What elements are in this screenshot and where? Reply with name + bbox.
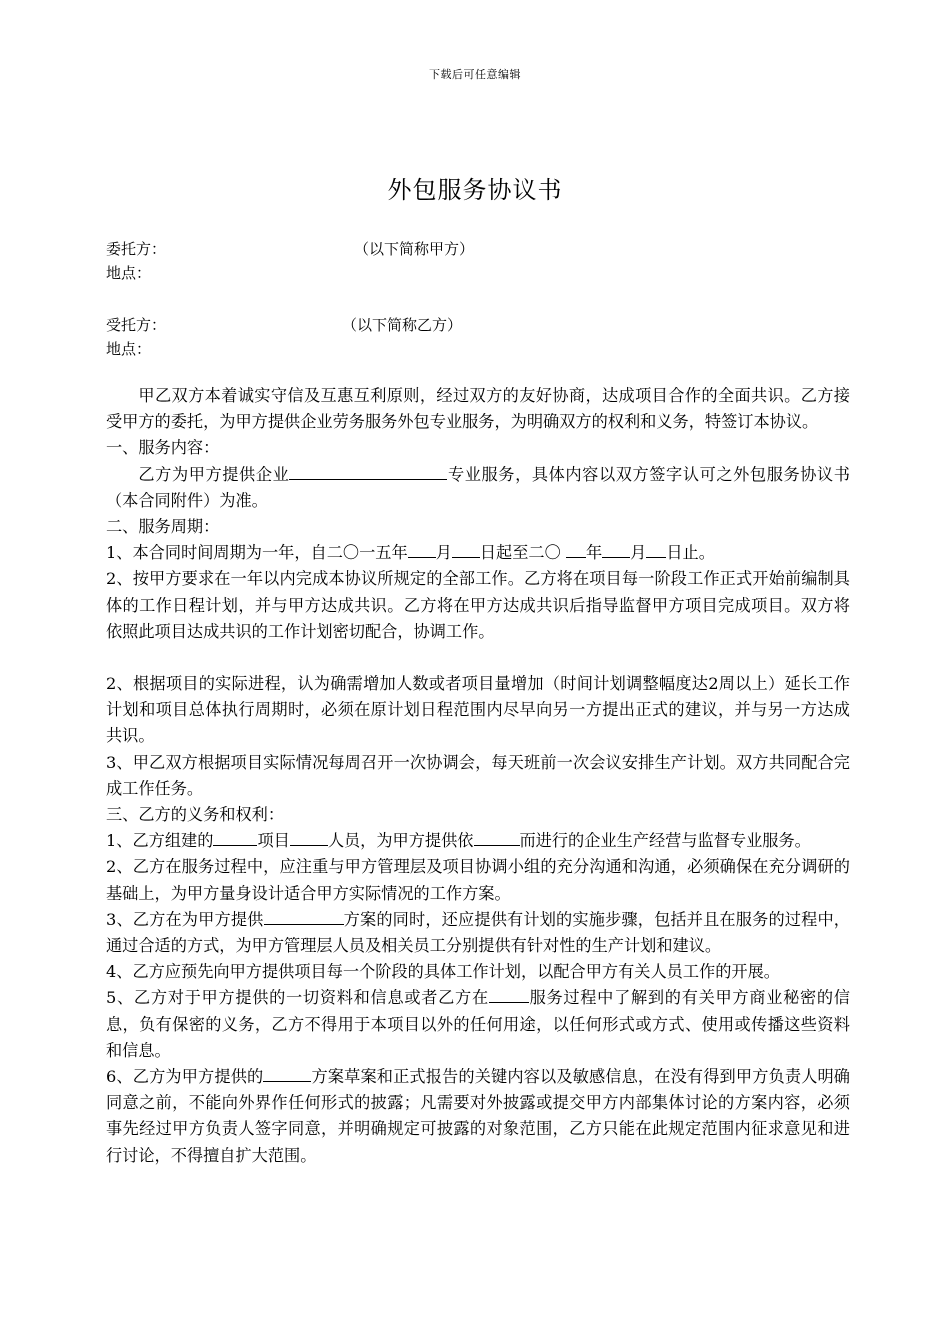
text-run: 项目 — [257, 831, 290, 851]
intro-paragraph: 甲乙双方本着诚实守信及互惠互利原则，经过双方的友好协商，达成项目合作的全面共识。乙方接受甲方的委托，为甲方提供企业劳务服务外包专业服务，为明确双方的权利和义务，特签订本协议。 — [106, 386, 850, 432]
section-2-item-2: 2、按甲方要求在一年以内完成本协议所规定的全部工作。乙方将在项目每一阶段工作正式开始前编制具体的工作日程计划，并与甲方达成共识。乙方将在甲方达成共识后指导监督甲方项目完成项目。双方将依照此项目达成共识的工作计划密切配合，协调工作。 — [106, 569, 850, 641]
text-run: 5、乙方对于甲方提供的一切资料和信息或者乙方在 — [106, 988, 489, 1008]
document-title: 外包服务协议书 — [387, 176, 563, 204]
text-run: 而进行的企业生产经营与监督专业服务。 — [519, 831, 811, 851]
text-run: 月 — [630, 543, 647, 563]
party-b-label: 受托方： — [106, 316, 167, 334]
fill-blank — [489, 985, 529, 1003]
text-run: 1、本合同时间周期为一年，自二〇一五年 — [106, 543, 408, 563]
text-run: 月 — [435, 543, 452, 563]
party-a-address-label: 地点： — [106, 264, 152, 282]
fill-blank — [263, 1064, 311, 1082]
text-run: 3、乙方在为甲方提供 — [106, 909, 264, 929]
section-3-item-2: 2、乙方在服务过程中，应注重与甲方管理层及项目协调小组的充分沟通和沟通，必须确保在充分调研的基础上，为甲方量身设计适合甲方实际情况的工作方案。 — [106, 857, 850, 903]
party-a-note: （以下简称甲方） — [354, 240, 475, 258]
section-2-item-1 — [106, 540, 850, 566]
section-3-item-4: 4、乙方应预先向甲方提供项目每一个阶段的具体工作计划，以配合甲方有关人员工作的开展。 — [106, 962, 780, 982]
text-run: 日起至二〇 — [479, 543, 561, 563]
blank-line — [106, 645, 850, 671]
fill-blank — [213, 828, 257, 846]
text-run: 服务过程中了解到的有关甲方商业秘密的信息，负有保密的义务，乙方不得用于本项目以外的任何用途，以任何形式或方式、使用或传播这些资料和信息。 — [106, 988, 850, 1060]
text-run: 1、乙方组建的 — [106, 831, 214, 851]
fill-blank — [408, 540, 436, 558]
party-b-address-label: 地点： — [106, 340, 152, 358]
fill-blank — [646, 540, 666, 558]
fill-blank — [289, 462, 447, 480]
text-run: 年 — [585, 543, 603, 563]
page-header: 下载后可任意编辑 — [429, 68, 521, 81]
fill-blank — [566, 540, 586, 558]
party-a-label: 委托方： — [106, 240, 167, 258]
text-run: 方案的同时，还应提供有计划的实施步骤，包括并且在服务的过程中，通过合适的方式，为甲方管理层人员及相关员工分别提供有针对性的生产计划和建议。 — [106, 909, 850, 956]
section-1-paragraph — [106, 462, 850, 514]
text-run: 6、乙方为甲方提供的 — [106, 1067, 264, 1087]
fill-blank — [264, 907, 344, 925]
text-run: 乙方为甲方提供企业 — [138, 464, 290, 484]
text-run: 日止。 — [666, 543, 715, 563]
fill-blank — [290, 828, 328, 846]
section-3-item-3 — [106, 907, 850, 959]
party-b-block — [106, 313, 846, 361]
text-run: 方案草案和正式报告的关键内容以及敏感信息，在没有得到甲方负责人明确同意之前，不能向外界作任何形式的披露；凡需要对外披露或提交甲方内部集体讨论的方案内容，必须事先经过甲方负责人签字同意，并明确规定可披露的对象范围，乙方只能在此规定范围内征求意见和进行讨论，不得擅自扩大范围。 — [106, 1067, 850, 1165]
section-2-item-4: 3、甲乙双方根据项目实际情况每周召开一次协调会，每天班前一次会议安排生产计划。双方共同配合完成工作任务。 — [106, 752, 850, 798]
section-2-heading: 二、服务周期： — [106, 517, 220, 537]
text-run: 人员，为甲方提供依 — [327, 831, 474, 851]
section-3-item-6 — [106, 1064, 850, 1169]
section-3-item-5 — [106, 985, 850, 1064]
section-2-item-3: 2、根据项目的实际进程，认为确需增加人数或者项目量增加（时间计划调整幅度达2周以上）延长工作计划和项目总体执行周期时，必须在原计划日程范围内尽早向另一方提出正式的建议，并与另一方达成共识。 — [106, 674, 850, 746]
party-b-note: （以下简称乙方） — [342, 316, 463, 334]
fill-blank — [452, 540, 480, 558]
text-run: 专业服务，具体内容以双方签字认可之外包服务协议书（本合同附件）为准。 — [106, 464, 850, 510]
section-1-heading: 一、服务内容： — [106, 438, 220, 458]
section-3-heading: 三、乙方的义务和权利： — [106, 805, 285, 825]
fill-blank — [602, 540, 630, 558]
party-a-block — [106, 237, 846, 285]
fill-blank — [474, 828, 520, 846]
document-body — [106, 383, 850, 1169]
section-3-item-1 — [106, 828, 850, 854]
